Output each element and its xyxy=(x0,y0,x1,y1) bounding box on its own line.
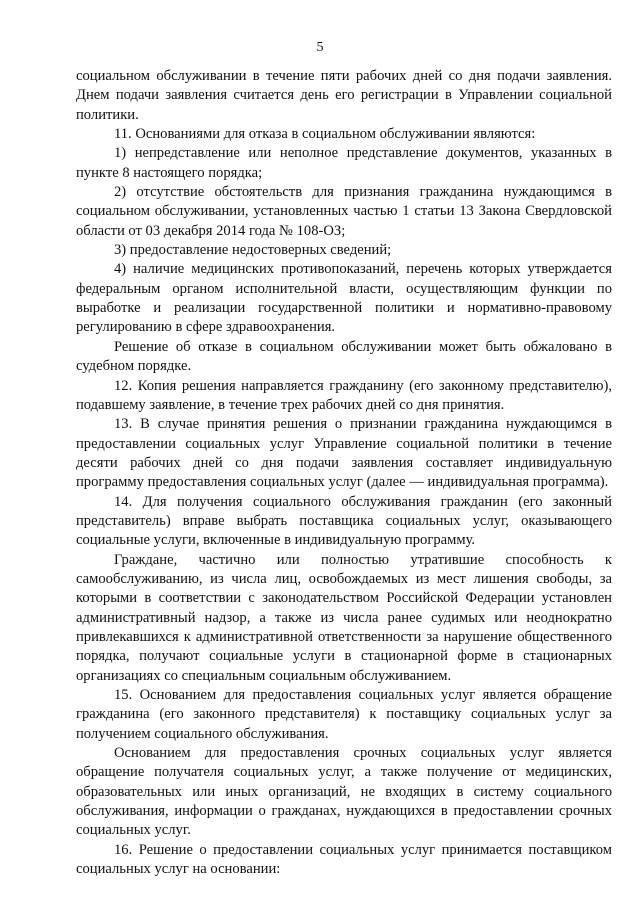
paragraph: 4) наличие медицинских противопоказаний, перечень которых утверждается федеральным органом исполнительной власти, осуществляющим функции по выработке и реализации государственной политики и нормативно-правовому регулированию в сфере здравоохранения. xyxy=(76,261,612,336)
paragraph: 14. Для получения социального обслуживания гражданин (его законный представитель) вправе выбрать поставщика социальных услуг, оказывающего социальные услуги, включенные в индивидуальную программу. xyxy=(76,493,612,549)
paragraph: 3) предоставление недостоверных сведений; xyxy=(114,242,392,259)
paragraph: 13. В случае принятия решения о признании гражданина нуждающимся в предоставлении социальных услуг Управление социальной политики в течение десяти рабочих дней со дня подачи заявления составляет индивидуальную программу предоставления социальных услуг (далее — индивидуальная программа). xyxy=(76,416,612,491)
paragraph: Решение об отказе в социальном обслуживании может быть обжаловано в судебном порядке. xyxy=(76,338,612,375)
paragraph: 12. Копия решения направляется гражданину (его законному представителю), подавшему заявление, в течение трех рабочих дней со дня принятия. xyxy=(76,377,612,413)
paragraph: Основанием для предоставления срочных социальных услуг является обращение получателя социальных услуг, а также получение от медицинских, образовательных или иных организаций, не входящих в систему социального обслуживания, информации о гражданах, нуждающихся в предоставлении срочных социальных услуг. xyxy=(76,745,612,839)
paragraph: Граждане, частично или полностью утратившие способность к самообслуживанию, из числа лиц, освобождаемых из мест лишения свободы, за которыми в соответствии с законодательством Российской Федерации установлен административный надзор, а также из числа ранее судимых или неоднократно привлекавшихся к административной ответственности за нарушение общественного порядка, получают социальные услуги в стационарной форме в стационарных организациях со специальным социальным обслуживанием. xyxy=(76,551,612,684)
paragraph: 11. Основаниями для отказа в социальном обслуживании являются: xyxy=(114,126,536,143)
page-number: 5 xyxy=(316,40,324,55)
document-body xyxy=(76,67,612,879)
paragraph: социальном обслуживании в течение пяти рабочих дней со дня подачи заявления. Днем подачи заявления считается день его регистрации в Управлении социальной политики. xyxy=(76,68,612,123)
paragraph: 1) непредставление или неполное представление документов, указанных в пункте 8 настоящего порядка; xyxy=(76,145,612,181)
paragraph: 2) отсутствие обстоятельств для признания гражданина нуждающимся в социальном обслуживании, установленных частью 1 статьи 13 Закона Свердловской области от 03 декабря 2014 года № 108-ОЗ; xyxy=(76,184,612,239)
paragraph: 16. Решение о предоставлении социальных услуг принимается поставщиком социальных услуг на основании: xyxy=(76,841,612,878)
paragraph: 15. Основанием для предоставления социальных услуг является обращение гражданина (его законного представителя) к поставщику социальных услуг за получением социального обслуживания. xyxy=(76,687,612,742)
